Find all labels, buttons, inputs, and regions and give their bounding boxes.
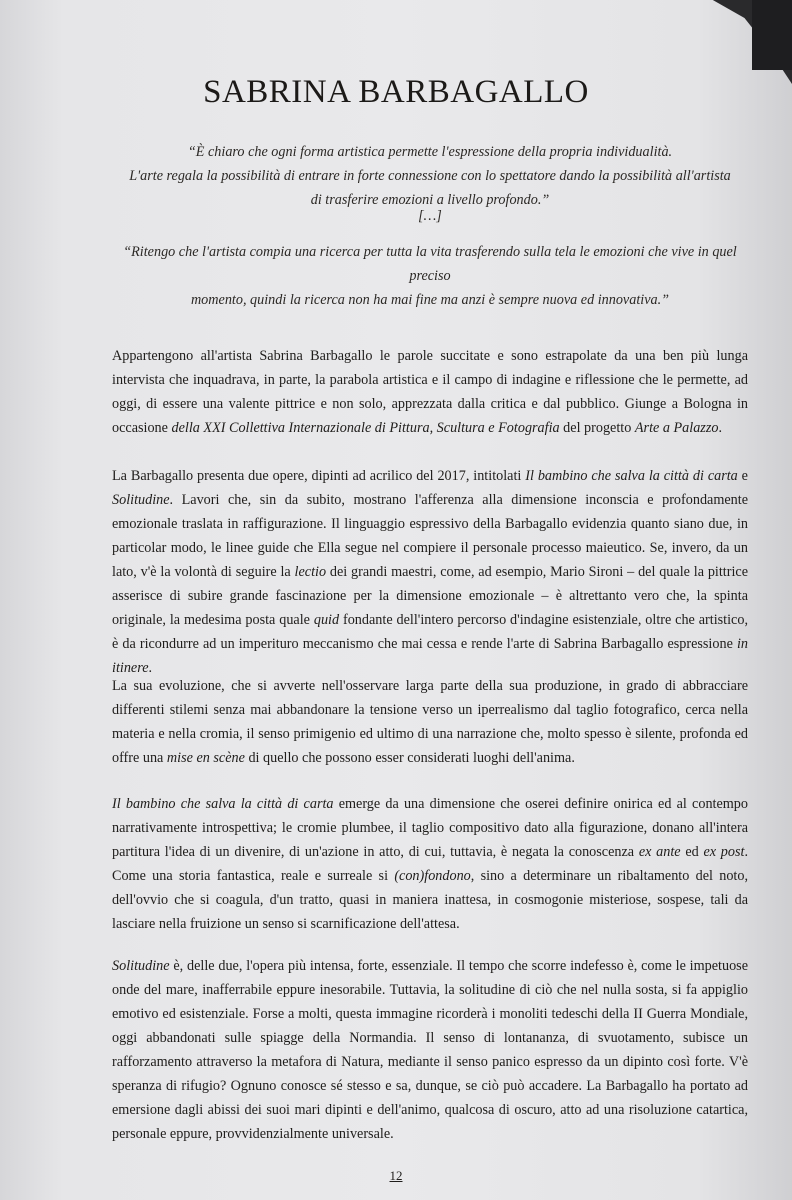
italic-run: quid <box>313 612 340 629</box>
paragraph-solitudine <box>112 954 748 1146</box>
italic-run: della XXI Collettiva Internazionale di Pittura, Scultura e Fotografia <box>171 420 560 437</box>
paragraph-intro <box>112 344 748 440</box>
italic-run: in itinere <box>112 636 748 677</box>
text-run: . <box>148 660 153 677</box>
paragraph-bambino <box>112 792 748 936</box>
text-run: ed <box>680 844 704 861</box>
text-run: di quello che possono esser considerati luoghi dell'anima. <box>244 750 575 767</box>
page-number: 12 <box>389 1168 403 1183</box>
quote-line: “Ritengo che l'artista compia una ricerca per tutta la vita trasferendo sulla tela le emozioni che vive in quel preciso <box>123 244 737 284</box>
page-edge-shadow <box>752 0 792 70</box>
italic-run: mise en scène <box>166 750 245 767</box>
italic-run: Solitudine <box>112 492 170 509</box>
text-run: e <box>737 468 748 485</box>
text-run: La sua evoluzione, che si avverte nell'osservare larga parte della sua produzione, in grado di abbracciare differenti stilemi senza mai abbandonare la tensione verso un iperrealismo dal taglio fotografico, cerca nella materia e nella cromia, il senso primigenio ed ultimo di una narrazione che, molto spesso è silente, profonda ed offre una <box>112 678 748 767</box>
text-run: del progetto <box>559 420 635 437</box>
italic-run: (con)fondono <box>394 868 471 885</box>
italic-run: Arte a Palazzo <box>634 420 719 437</box>
text-run: emerge da una dimensione che oserei definire onirica ed al contempo narrativamente introspettiva; le cromie plumbee, il taglio compositivo dato alla figurazione, donano all'intera partitura l'idea di un divenire, di un'azione in atto, di cui, tuttavia, è negata la conoscenza <box>112 796 748 861</box>
italic-run: lectio <box>294 564 327 581</box>
quote-ellipsis: […] <box>418 208 442 224</box>
paragraph-works <box>112 464 748 680</box>
text-run: dei grandi maestri, come, ad esempio, Mario Sironi – del quale la pittrice asserisce di subire grande fascinazione per la dimensione emozionale – è altrettanto vero che, la spinta originale, la medesima posta quale <box>112 564 748 629</box>
text-run: La Barbagallo presenta due opere, dipinti ad acrilico del 2017, intitolati <box>112 468 526 485</box>
quote-line: momento, quindi la ricerca non ha mai fine ma anzi è sempre nuova ed innovativa.” <box>190 292 670 308</box>
text-run: . Lavori che, sin da subito, mostrano l'afferenza alla dimensione inconscia e profondamente emozionale traslata in raffigurazione. Il linguaggio espressivo della Barbagallo evidenzia quanto siano due, in particolar modo, le linee guide che Ella segue nel compiere il personale processo maieutico. Se, invero, da un lato, v'è la volontà di seguire la <box>112 492 748 581</box>
text-run: Appartengono all'artista Sabrina Barbagallo le parole succitate e sono estrapolate da una ben più lunga intervista che inquadrava, in parte, la parabola artistica e il campo di indagine e riflessione che le permette, ad oggi, di essere una valente pittrice e non solo, apprezzata dalla critica e dal pubblico. Giunge a Bologna in occasione <box>112 348 748 437</box>
page-title: SABRINA BARBAGALLO <box>203 74 589 111</box>
text-run: . <box>718 420 722 437</box>
second-quote <box>120 240 740 312</box>
italic-run: Il bambino che salva la città di carta <box>112 796 334 813</box>
text-run: fondante dell'intero percorso d'indagine esistenziale, oltre che artistico, è da ricondurre ad un imperituro meccanismo che mai cessa e rende l'arte di Sabrina Barbagallo espressione <box>112 612 748 653</box>
italic-run: Solitudine <box>112 958 170 975</box>
italic-run: ex post <box>703 844 745 861</box>
italic-run: Il bambino che salva la città di carta <box>525 468 738 485</box>
paragraph-evolution <box>112 674 748 770</box>
quote-line: di trasferire emozioni a livello profondo.” <box>310 192 550 208</box>
opening-quote <box>120 140 740 212</box>
text-run: è, delle due, l'opera più intensa, forte, essenziale. Il tempo che scorre indefesso è, come le impetuose onde del mare, inafferrabile eppure inesorabile. Tuttavia, la solitudine di ciò che nel nulla sosta, si fa appiglio emotivo ed esistenziale. Forse a molti, questa immagine ricorderà i monoliti tedeschi della II Guerra Mondiale, oggi abbandonati sulle spiagge della Normandia. Il senso di lontananza, di svuotamento, subisce un rafforzamento attraverso la metafora di Natura, mediante il senso panico espresso da un dipinto così forte. V'è speranza di rifugio? Ognuno conosce sé stesso e sa, dunque, se ciò può accadere. La Barbagallo ha portato ad emersione dagli abissi dei suoi mari dipinti e dell'animo, qualcosa di oscuro, atto ad una risoluzione catartica, personale eppure, provvidenzialmente universale. <box>112 958 748 1143</box>
quote-line: L'arte regala la possibilità di entrare in forte connessione con lo spettatore dando la possibilità all'artista <box>129 168 731 184</box>
quote-line: “È chiaro che ogni forma artistica permette l'espressione della propria individualità. <box>187 144 673 160</box>
italic-run: ex ante <box>638 844 681 861</box>
text-run: , sino a determinare un ribaltamento del noto, dell'ovvio che si coagula, d'un tratto, quasi in maniera inattesa, in cosmogonie misteriose, sospese, tali da lasciare nella fruizione un senso si scarnificazione dell'attesa. <box>112 868 748 933</box>
text-run: . Come una storia fantastica, reale e surreale si <box>112 844 748 885</box>
